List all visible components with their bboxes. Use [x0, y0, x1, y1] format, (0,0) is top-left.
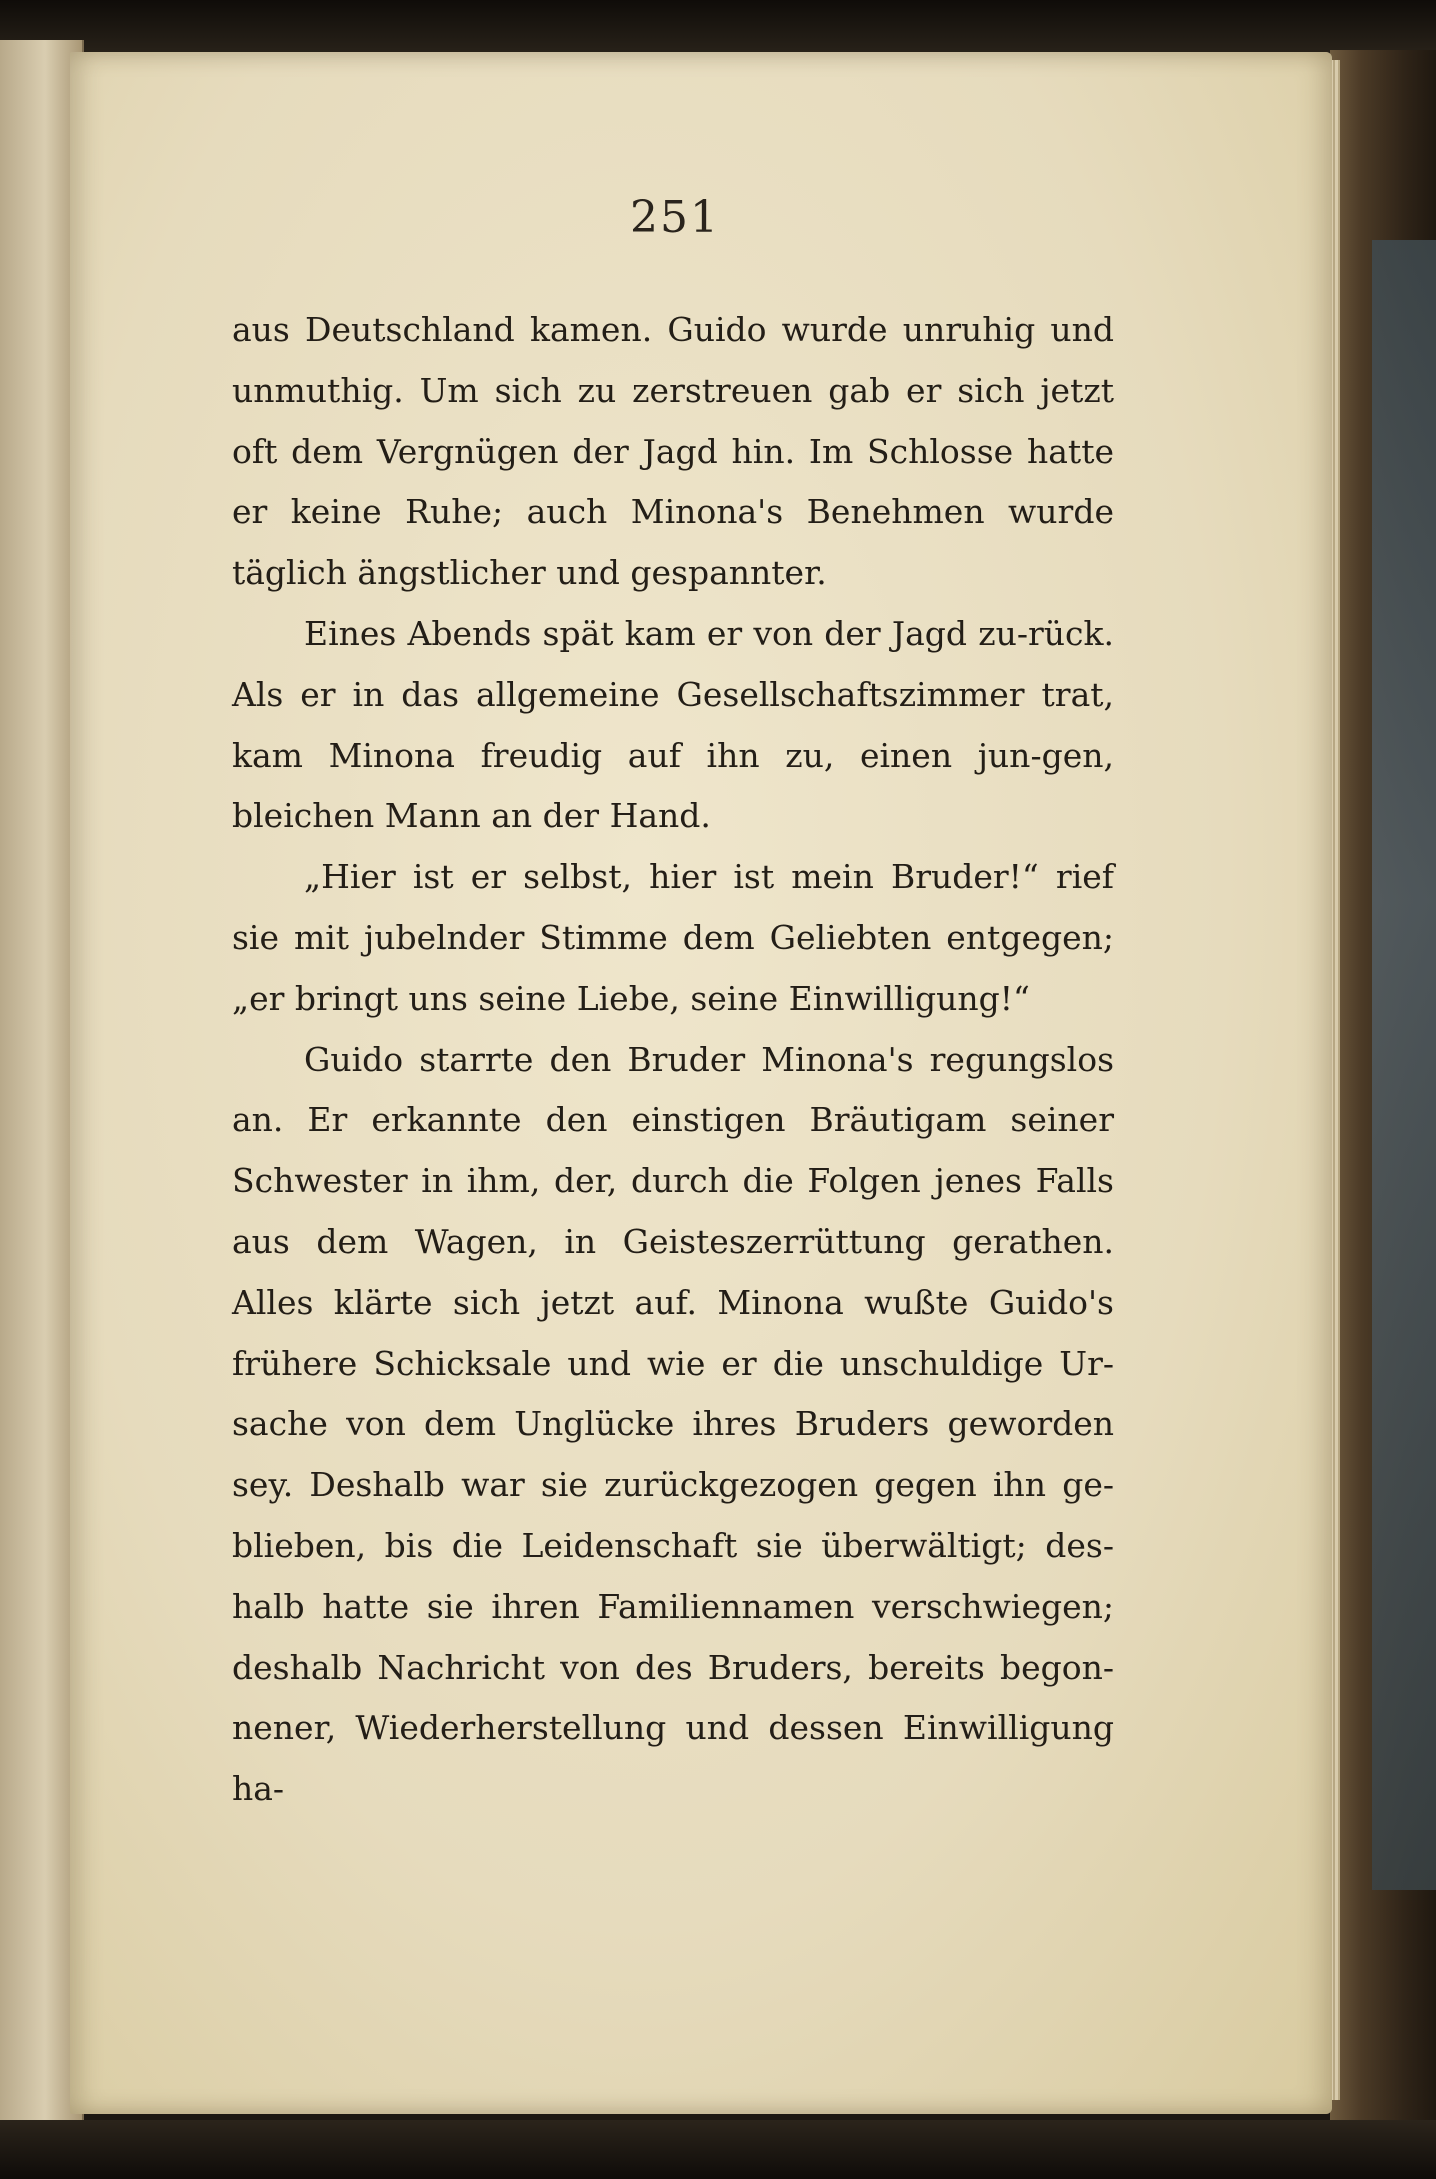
scan-top-edge [0, 0, 1436, 60]
body-text [232, 300, 1114, 1820]
cover-wear-strip [1372, 240, 1436, 1890]
paragraph-3: „Hier ist er selbst, hier ist mein Bruder!“ rief sie mit jubelnder Stimme dem Geliebten entgegen; „er bringt uns seine Liebe, seine Einwilligung!“ [232, 857, 1114, 1018]
paragraph-1: aus Deutschland kamen. Guido wurde unruhig und unmuthig. Um sich zu zerstreuen gab er sich jetzt oft dem Vergnügen der Jagd hin. Im Schlosse hatte er keine Ruhe; auch Minona's Benehmen wurde täglich ängstlicher und gespannter. [232, 310, 1114, 593]
scan-bottom-edge [0, 2120, 1436, 2179]
paragraph-4: Guido starrte den Bruder Minona's regungslos an. Er erkannte den einstigen Bräutigam seiner Schwester in ihm, der, durch die Folgen jenes Falls aus dem Wagen, in Geisteszerrüttung gerathen. Alles klärte sich jetzt auf. Minona wußte Guido's frühere Schicksale und wie er die unschuldige Ur-sache von dem Unglücke ihres Bruders geworden sey. Deshalb war sie zurückgezogen gegen ihn ge-blieben, bis die Leidenschaft sie überwältigt; des-halb hatte sie ihren Familiennamen verschwiegen; deshalb Nachricht von des Bruders, bereits begon-nener, Wiederherstellung und dessen Einwilligung ha- [232, 1039, 1114, 1809]
page-number: 251 [630, 192, 720, 243]
paragraph-2: Eines Abends spät kam er von der Jagd zu-rück. Als er in das allgemeine Gesellschaftszimmer trat, kam Minona freudig auf ihn zu, einen jun-gen, bleichen Mann an der Hand. [232, 613, 1114, 836]
